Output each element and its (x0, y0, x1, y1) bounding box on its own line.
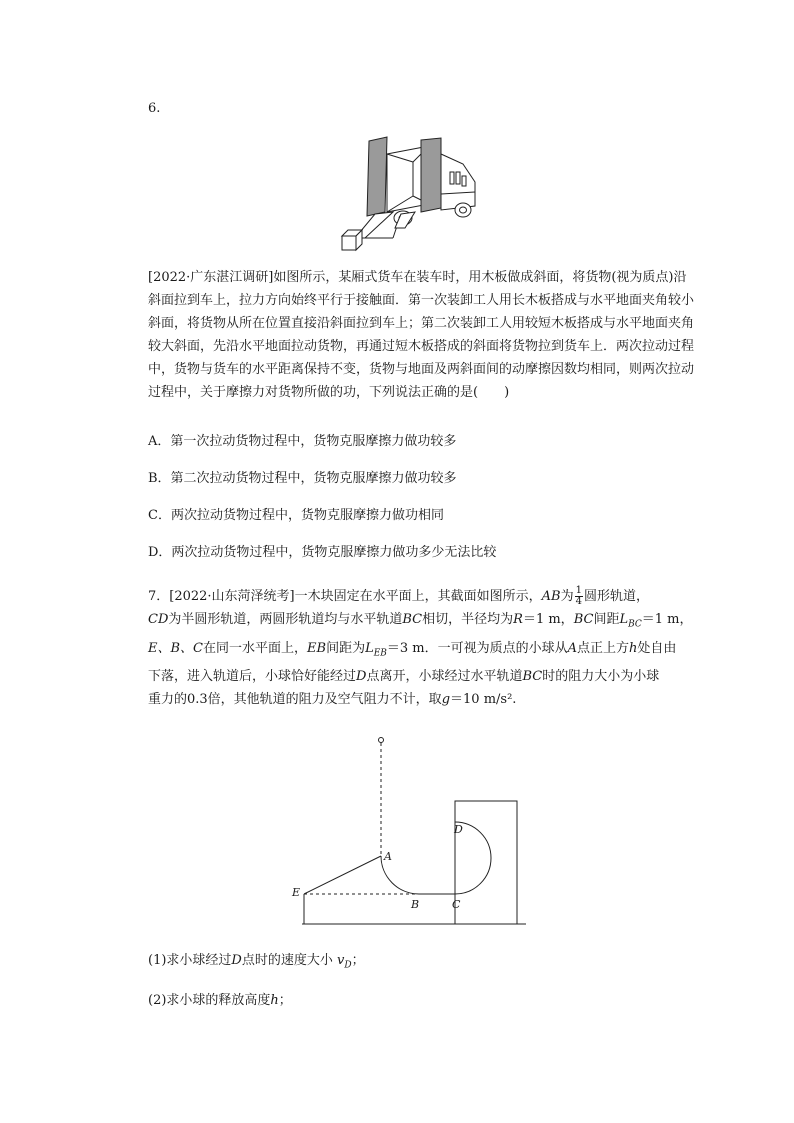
truck-cab (441, 154, 475, 210)
label-e: E (292, 886, 301, 899)
cargo-box-front (342, 236, 356, 250)
option-c: C．两次拉动货物过程中，货物克服摩擦力做功相同 (148, 508, 444, 523)
q7-line-2: CD为半圆形轨道，两圆形轨道均与水平轨道BC相切，半径均为R＝1 m，BC间距$L_{BC}=1$ m， (148, 612, 693, 630)
q7-line-1: 7．[2022·山东菏泽统考]一木块固定在水平面上，其截面如图所示，AB为 $\frac{1}{4}$ 圆形轨道， (148, 585, 649, 607)
label-d: D (454, 823, 463, 836)
label-a: A (384, 850, 392, 863)
sub-question-1: (1)求小球经过D点时的速度大小 $v_D$； (148, 953, 365, 971)
q7-line-3: E、B、C在同一水平面上，EB间距为$L_{EB}=3$ m．一可视为质点的小球从A点正上方h处自由 (148, 640, 677, 659)
truck-left-door (367, 137, 387, 216)
incline-ea (304, 856, 381, 894)
option-d: D．两次拉动货物过程中，货物克服摩擦力做功多少无法比较 (148, 545, 497, 560)
quarter-fraction: $\frac{1}{4}$ (575, 585, 582, 607)
sub-question-2: (2)求小球的释放高度h； (148, 993, 292, 1008)
label-c: C (452, 898, 461, 911)
question-7-stem (148, 585, 696, 711)
truck-front-wheel (455, 203, 471, 217)
truck-figure (335, 132, 485, 257)
track-diagram (280, 730, 530, 930)
right-block (455, 801, 517, 924)
label-b: B (411, 898, 420, 911)
truck-right-door (421, 138, 441, 212)
option-b: B．第二次拉动货物过程中，货物克服摩擦力做功较多 (148, 471, 457, 486)
release-point (379, 738, 384, 743)
question-6-stem: [2022·广东湛江调研]如图所示，某厢式货车在装车时，用木板做成斜面，将货物(视为质点)沿斜面拉到车上，拉力方向始终平行于接触面．第一次装卸工人用长木板搭成与水平地面夹角较小斜面，将货物从所在位置直接沿斜面拉到车上；第二次装卸工人用较短木板搭成与水平地面夹角较大斜面，先沿水平地面拉动货物，再通过短木板搭成的斜面将货物拉到货车上．两次拉动过程中，货物与货车的水平距离保持不变，货物与地面及两斜面间的动摩擦因数均相同，则两次拉动过程中，关于摩擦力对货物所做的功，下列说法正确的是( ) (148, 270, 695, 400)
option-a: A．第一次拉动货物过程中，货物克服摩擦力做功较多 (148, 434, 457, 449)
q7-line-5: 重力的0.3倍，其他轨道的阻力及空气阻力不计，取g＝10 m/s². (148, 692, 517, 708)
q7-line-4: 下落，进入轨道后，小球恰好能经过D点离开，小球经过水平轨道BC时的阻力大小为小球 (148, 669, 660, 685)
question-6-number: 6. (148, 101, 161, 116)
